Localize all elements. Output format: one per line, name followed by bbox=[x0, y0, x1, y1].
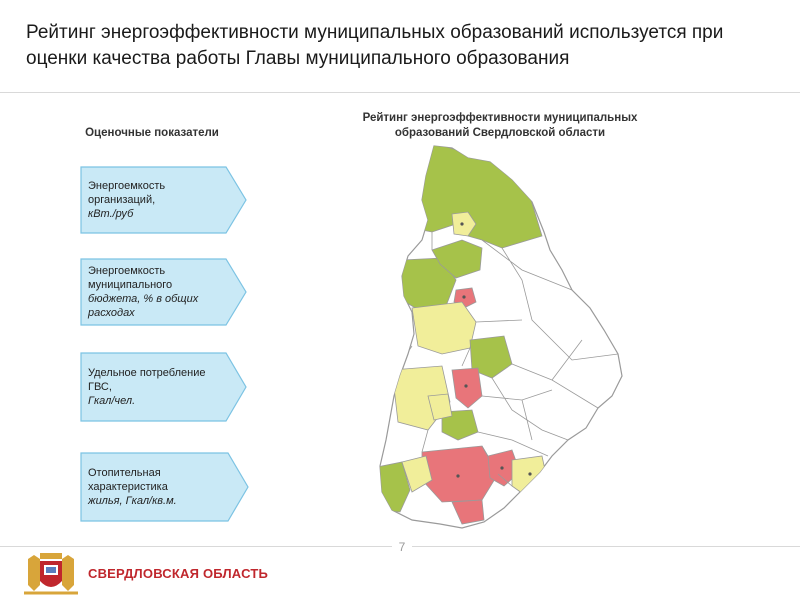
indicator-3-line2: Гкал/чел. bbox=[88, 395, 136, 407]
coat-of-arms-icon bbox=[20, 549, 82, 597]
indicators-heading: Оценочные показатели bbox=[85, 127, 219, 139]
indicator-heating-characteristic bbox=[80, 452, 250, 522]
indicator-energy-intensity-budget bbox=[80, 258, 248, 326]
indicator-1-line2: кВт./руб bbox=[88, 208, 134, 220]
indicator-4-line2: жилья, Гкал/кв.м. bbox=[88, 495, 177, 507]
indicator-4-line1: Отопительная характеристика bbox=[88, 467, 168, 493]
indicator-2-line1: Энергоемкость муниципального bbox=[88, 265, 173, 291]
district-north-green bbox=[412, 140, 542, 248]
indicator-3-line1: Удельное потребление ГВС, bbox=[88, 367, 206, 393]
page-number: 7 bbox=[392, 540, 412, 554]
top-divider bbox=[0, 92, 800, 93]
organization-name: СВЕРДЛОВСКАЯ ОБЛАСТЬ bbox=[88, 566, 269, 581]
indicator-energy-intensity-orgs bbox=[80, 166, 248, 234]
slide-title: Рейтинг энергоэффективности муниципальных образований используется при оценки качества работы Главы муниципального образования bbox=[26, 22, 724, 69]
district-yellow-middle bbox=[412, 302, 476, 354]
sverdlovsk-region-map bbox=[372, 140, 640, 532]
map-heading: Рейтинг энергоэффективности муниципальных образований Свердловской области bbox=[362, 112, 638, 139]
indicator-2-line2: бюджета, % в общих расходах bbox=[88, 293, 199, 319]
indicator-1-line1: Энергоемкость организаций, bbox=[88, 180, 166, 206]
district-yellow-south bbox=[512, 456, 548, 496]
indicator-hot-water-consumption bbox=[80, 352, 248, 422]
